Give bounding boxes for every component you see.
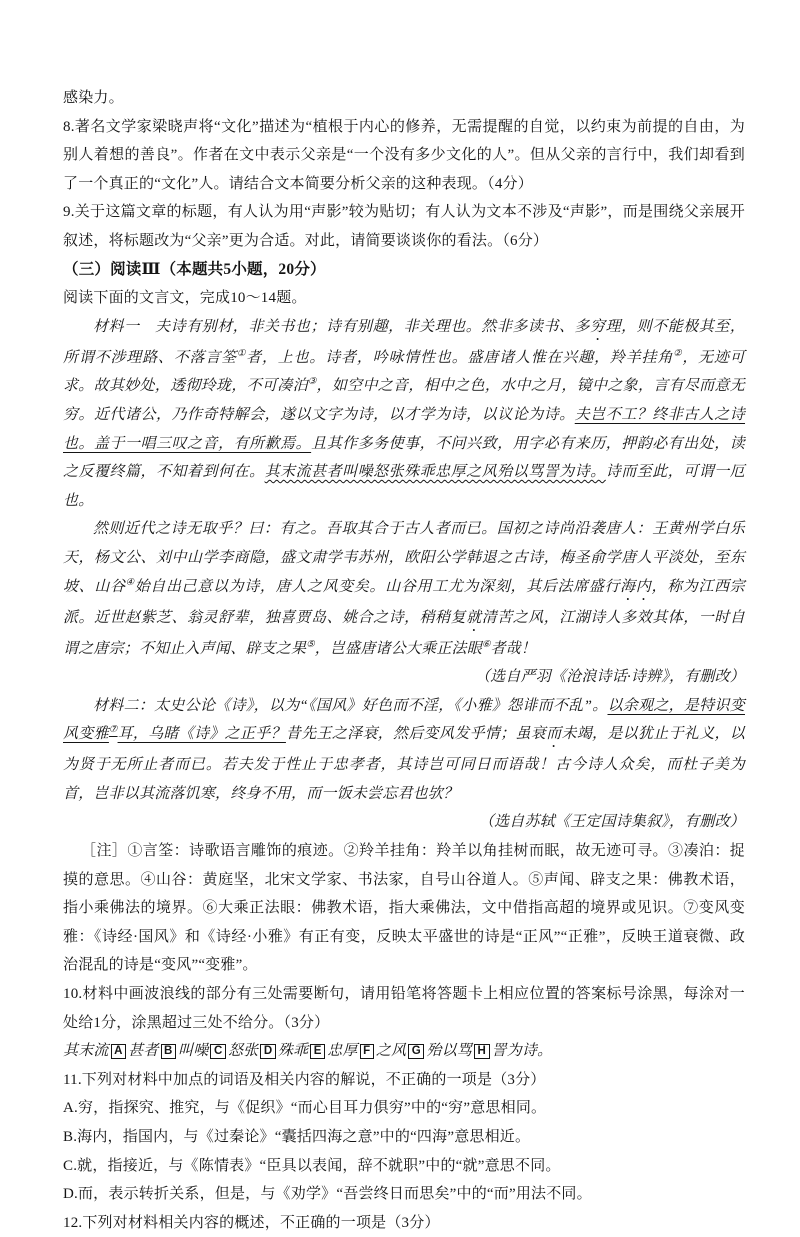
text-run: 甚者 (128, 1043, 159, 1060)
answer-letter-box: A (111, 1044, 127, 1059)
text-run: 理，则不能极其至，所谓不涉理路、不落言筌 (63, 318, 746, 366)
text-run: 其末流 (63, 1043, 109, 1060)
question-11-option-d (63, 1180, 745, 1209)
text-run: C.就，指接近，与《陈情表》“臣具以表闻，辞不就职”中的“就”意思不同。 (63, 1157, 561, 1174)
question-9 (63, 198, 745, 255)
question-10-sentence (63, 1037, 745, 1066)
answer-letter-box: F (360, 1044, 374, 1059)
section-heading (63, 256, 745, 285)
footnote-marker: ⑤ (306, 639, 315, 650)
continuation-line (63, 84, 745, 113)
text-run: 阅读下面的文言文，完成10～14题。 (63, 290, 307, 307)
text-run: 10.材料中画波浪线的部分有三处需要断句，请用铅笔将答题卡上相应位置的答案标号涂黑，每涂对一处给1分，涂黑超过三处不给分。（3分） (63, 986, 745, 1031)
text-run: 材料一 夫诗有别材，非关书也；诗有别趣，非关理也。然非多读书、多 (93, 318, 591, 335)
text-run: ，如空中之音，相中之色，水中之月，镜中之象，言有尽而意无穷。近代诸公，乃作奇特解会，遂以文字为诗，以才学为诗，以议论为诗。 (63, 378, 745, 423)
text-run: 殊乖 (277, 1043, 309, 1060)
passage-intro (63, 284, 745, 313)
question-11-option-b (63, 1123, 745, 1152)
footnote-marker: ⑥ (481, 639, 491, 650)
text-run: A.穷，指探究、推究，与《促织》“而心目耳力俱穷”中的“穷”意思相同。 (63, 1100, 547, 1117)
material-2-para (63, 692, 745, 809)
footnote-marker: ③ (307, 377, 317, 388)
text-run: 海内 (620, 578, 652, 595)
text-run: （三）阅读Ⅲ（本题共5小题，20分） (63, 260, 326, 278)
answer-letter-box: E (310, 1044, 325, 1059)
footnote-marker: ⑦ (108, 725, 118, 736)
text-run: 11.下列对材料中加点的词语及相关内容的解说，不正确的一项是（3分） (63, 1071, 546, 1088)
text-run: 未竭，是以犹止于礼义，以为贤于无所止者而已。若夫发于性止于忠孝者，其诗岂可同日而语哉！古今诗人众矣，而杜子美为首，岂非以其流落饥寒，终身不用，而一饭未尝忘君也欤？ (63, 726, 745, 802)
answer-letter-box: H (474, 1044, 490, 1059)
text-run: 昔先王之泽衰，然后变风发乎情；虽衰 (285, 726, 547, 743)
notes (63, 837, 745, 980)
question-10 (63, 980, 745, 1037)
text-run: D.而，表示转折关系，但是，与《劝学》“吾尝终日而思矣”中的“而”用法不同。 (63, 1186, 592, 1203)
text-run: 而 (546, 726, 562, 743)
document-body (63, 84, 745, 1237)
text-run: ［注］①言筌：诗歌语言雕饰的痕迹。②羚羊挂角：羚羊以角挂树而眠，故无迹可寻。③凑泊：捉摸的意思。④山谷：黄庭坚，北宋文学家、书法家，自号山谷道人。⑤声闻、辟支之果：佛教术语，指小乘佛法的境界。⑥大乘正法眼：佛教术语，指大乘佛法，文中借指高超的境界或见识。⑦变风变雅：《诗经·国风》和《诗经·小雅》有正有变，反映太平盛世的诗是“正风”“正雅”，反映王道衰微、政治混乱的诗是“变风”“变雅”。 (63, 843, 745, 974)
footnote-marker: ② (673, 348, 683, 359)
text-run: 诗而至此，可谓一厄也。 (63, 464, 746, 509)
text-run: ，无迹可求。故其妙处，透彻玲珑，不可凑泊 (63, 349, 745, 395)
text-run: ，岂盛唐诸公大乘正法眼 (314, 640, 482, 657)
text-run: 且其作多务使事，不问兴致，用字必有来历，押韵必有出处，读之反覆终篇，不知着到何在。 (63, 435, 745, 481)
footnote-marker: ④ (125, 577, 135, 588)
question-11 (63, 1066, 745, 1095)
text-run: （选自严羽《沧浪诗话·诗辨》，有删改） (474, 669, 745, 686)
question-11-option-a (63, 1094, 745, 1123)
text-run: 以余观之，是特识变风变雅 (63, 697, 745, 743)
answer-letter-box: G (408, 1044, 424, 1059)
text-run: 其末流甚者叫噪怒张殊乖忠厚之风殆以骂詈为诗。 (264, 464, 606, 481)
text-run: 怒张 (227, 1043, 259, 1060)
text-run: 就 (466, 609, 482, 626)
text-run: 叫噪 (178, 1043, 209, 1060)
question-11-option-c (63, 1152, 745, 1181)
text-run: 感染力。 (63, 90, 124, 106)
footnote-marker: ① (236, 348, 247, 359)
text-run: 9.关于这篇文章的标题，有人认为用“声影”较为贴切；有人认为文本不涉及“声影”，而是围绕父亲展开叙述，将标题改为“父亲”更为合适。对此，请简要谈谈你的看法。（6分） (63, 204, 745, 249)
text-run: ，称为江西宗派。近世赵紫芝、翁灵舒辈，独喜贾岛、姚合之诗，稍稍复 (63, 578, 745, 626)
material-2-source (63, 808, 745, 837)
text-run: 8.著名文学家梁晓声将“文化”描述为“植根于内心的修养，无需提醒的自觉，以约束为前提的自由，为别人着想的善良”。作者在文中表示父亲是“一个没有多少文化的人”。但从父亲的言行中，我们却看到了一个真正的“文化”人。请结合文本简要分析父亲的这种表现。（4分） (63, 118, 745, 192)
text-run: 之风 (375, 1043, 407, 1060)
material-1-para-1 (63, 313, 745, 516)
question-8 (63, 113, 745, 199)
text-run: 始自出己意以为诗，唐人之风变矣。山谷用工尤为深刻，其后法席盛行 (134, 578, 621, 595)
text-run: 穷 (590, 318, 606, 335)
material-1-para-2 (63, 515, 745, 663)
text-run: 者，上也。诗者，吟咏情性也。盛唐诸人惟在兴趣，羚羊挂角 (246, 349, 674, 366)
answer-letter-box: B (161, 1044, 177, 1059)
text-run: 清苦之风，江湖诗人多效其体，一时自谓之唐宗；不知止入声闻、辟支之果 (63, 609, 746, 657)
answer-letter-box: C (210, 1044, 226, 1059)
question-12 (63, 1209, 745, 1237)
text-run: 然则近代之诗无取乎？曰：有之。吾取其合于古人者而已。国初之诗尚沿袭唐人：王黄州学白乐天，杨文公、刘中山学李商隐，盛文肃学韦苏州，欧阳公学韩退之古诗，梅圣俞学唐人平淡处，至东坡、山谷 (63, 521, 745, 595)
text-run: 耳，乌睹《诗》之正乎？ (117, 726, 286, 743)
text-run: （选自苏轼《王定国诗集叙》，有删改） (478, 814, 745, 831)
text-run: 夫岂不工？终非古人之诗也。盖于一唱三叹之音，有所歉焉。 (63, 406, 746, 452)
text-run: 者哉！ (490, 640, 537, 657)
material-1-source (63, 663, 745, 692)
text-run: 忠厚 (327, 1043, 358, 1060)
answer-letter-box: D (260, 1044, 276, 1059)
text-run: B.海内，指国内，与《过秦论》“囊括四海之意”中的“四海”意思相近。 (63, 1129, 531, 1145)
text-run: 詈为诗。 (491, 1043, 553, 1060)
text-run: 殆以骂 (426, 1043, 472, 1060)
text-run: 12.下列对材料相关内容的概述，不正确的一项是（3分） (63, 1214, 440, 1231)
text-run: 材料二：太史公论《诗》，以为“《国风》好色而不淫，《小雅》怨诽而不乱”。 (93, 697, 608, 714)
